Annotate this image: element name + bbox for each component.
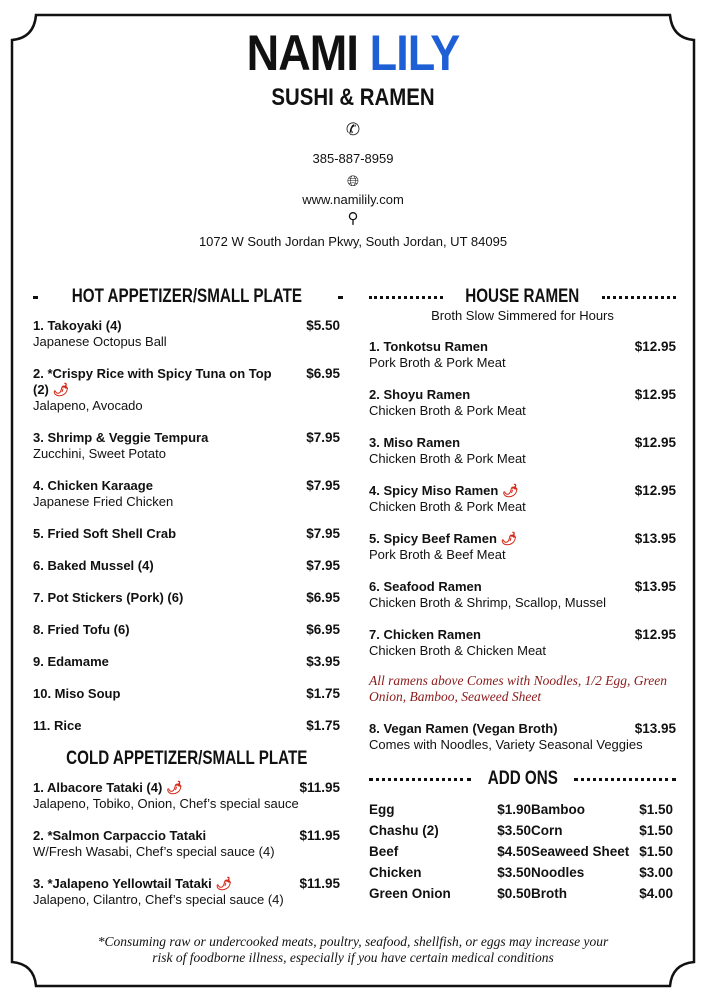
addon-name: Noodles (531, 865, 585, 880)
chili-pepper-icon: 🌶︎ (498, 483, 519, 498)
item-description: Chicken Broth & Shrimp, Scallop, Mussel (369, 595, 606, 610)
item-name (33, 558, 340, 574)
item-name-text: 3. Shrimp & Veggie Tempura (33, 430, 209, 445)
item-name (33, 590, 340, 606)
addon-name: Egg (369, 802, 395, 817)
item-price: $7.95 (306, 478, 340, 493)
addon-name: Green Onion (369, 886, 451, 901)
addon-name: Corn (531, 823, 563, 838)
item-description: Chicken Broth & Chicken Meat (369, 643, 547, 658)
menu-item (33, 430, 340, 462)
section-title: COLD APPETIZER/SMALL PLATE (65, 748, 308, 769)
addon-name: Chashu (2) (369, 823, 439, 838)
item-description: Jalapeno, Cilantro, Chef’s special sauce (4) (33, 892, 284, 907)
menu-item (33, 622, 340, 638)
item-description: W/Fresh Wasabi, Chef’s special sauce (4) (33, 844, 275, 859)
chili-pepper-icon: 🌶︎ (496, 531, 518, 546)
addon-price: $4.00 (639, 886, 673, 901)
item-name (33, 318, 340, 334)
item-description: Jalapeno, Avocado (33, 398, 143, 413)
addon-name: Bamboo (531, 802, 585, 817)
item-price: $7.95 (306, 526, 340, 541)
item-price: $7.95 (306, 558, 340, 573)
menu-item (33, 366, 340, 414)
item-price: $12.95 (634, 483, 676, 498)
addon-name: Broth (531, 886, 567, 901)
item-name-text: 7. Pot Stickers (Pork) (6) (33, 590, 184, 605)
menu-item (33, 478, 340, 510)
item-name-text: 9. Edamame (33, 654, 109, 669)
menu-item (33, 654, 340, 670)
addon-price: $1.50 (639, 844, 673, 859)
website: www.namilily.com (302, 192, 404, 207)
menu-item (33, 590, 340, 606)
phone-number: 385-887-8959 (312, 151, 394, 166)
item-name (33, 366, 340, 398)
item-price: $5.50 (306, 318, 340, 333)
item-description: Japanese Fried Chicken (33, 494, 174, 509)
menu-item (33, 526, 340, 542)
item-price: $3.95 (306, 654, 340, 669)
location-pin-icon: ⚲ (347, 210, 359, 227)
item-price: $11.95 (299, 876, 340, 891)
item-name (369, 627, 676, 643)
item-name-text: 7. Chicken Ramen (369, 627, 481, 642)
item-name-text: 4. Chicken Karaage (33, 478, 153, 493)
cold-appetizer-section (33, 748, 340, 924)
item-name-text: 3. *Jalapeno Yellowtail Tataki (33, 876, 212, 891)
house-ramen-section (369, 286, 676, 753)
item-description: Zucchini, Sweet Potato (33, 446, 166, 461)
item-name-text: 2. Shoyu Ramen (369, 387, 471, 402)
item-name (33, 622, 340, 638)
menu-item (33, 828, 340, 860)
item-name-text: 10. Miso Soup (33, 686, 121, 701)
section-title: HOT APPETIZER/SMALL PLATE (71, 286, 302, 307)
item-name-text: 1. Albacore Tataki (4) (33, 780, 163, 795)
menu-item (33, 318, 340, 350)
chili-pepper-icon: 🌶︎ (48, 382, 70, 397)
item-price: $6.95 (306, 366, 340, 381)
item-description: Pork Broth & Pork Meat (369, 355, 506, 370)
item-name-text: 4. Spicy Miso Ramen (369, 483, 499, 498)
item-name-text: 11. Rice (33, 718, 82, 733)
menu-item: 8. Vegan Ramen (Vegan Broth) $13.95 Comes with Noodles, Variety Seasonal Veggies (369, 721, 676, 752)
ramen-note: All ramens above Comes with Noodles, 1/2 Egg, Green Onion, Bamboo, Seaweed Sheet (369, 673, 667, 704)
item-name (369, 339, 676, 355)
item-name (33, 876, 340, 892)
globe-icon: 🌐︎ (346, 173, 359, 190)
menu-item (33, 558, 340, 574)
item-price: $1.75 (306, 686, 340, 701)
item-name-text: 1. Takoyaki (4) (33, 318, 122, 333)
menu-item (33, 876, 340, 908)
addon-price: $0.50 (497, 886, 531, 901)
menu-item (369, 627, 676, 659)
hot-appetizer-section (33, 286, 340, 750)
item-name-text: 2. *Salmon Carpaccio Tataki (33, 828, 207, 843)
item-price: $12.95 (634, 435, 676, 450)
item-name (369, 387, 676, 403)
addon-price: $3.50 (497, 823, 531, 838)
item-description: Chicken Broth & Pork Meat (369, 451, 526, 466)
restaurant-name: NAMI LILY (246, 25, 460, 81)
item-name (33, 430, 340, 446)
item-name (33, 654, 340, 670)
item-description: Chicken Broth & Pork Meat (369, 499, 526, 514)
item-name (33, 828, 340, 844)
menu-item (33, 718, 340, 734)
menu-item (369, 483, 676, 515)
item-name (369, 435, 676, 451)
chili-pepper-icon: 🌶︎ (211, 876, 232, 891)
item-name-text: 6. Seafood Ramen (369, 579, 482, 594)
item-price: $13.95 (634, 579, 676, 594)
item-name (33, 686, 340, 702)
addon-name: Beef (369, 844, 399, 859)
addon-price: $4.50 (497, 844, 531, 859)
addon-price: $1.50 (639, 802, 673, 817)
item-name (33, 780, 340, 796)
menu-item (369, 435, 676, 467)
item-name (33, 718, 340, 734)
menu-item (369, 387, 676, 419)
item-name-text: 3. Miso Ramen (369, 435, 461, 450)
item-name-text: 1. Tonkotsu Ramen (369, 339, 488, 354)
address: 1072 W South Jordan Pkwy, South Jordan, UT 84095 (198, 234, 508, 249)
item-price: $11.95 (299, 828, 340, 843)
addon-price: $3.00 (639, 865, 673, 880)
item-description: Chicken Broth & Pork Meat (369, 403, 526, 418)
phone-icon: ✆ (345, 120, 361, 139)
addon-name: Chicken (369, 865, 422, 880)
item-name (369, 531, 676, 547)
section-title: ADD ONS (487, 768, 558, 789)
ramen-subtitle: Broth Slow Simmered for Hours (431, 308, 614, 323)
item-name-text: 2. *Crispy Rice with Spicy Tuna on Top (2) (33, 366, 272, 397)
item-name-text: 6. Baked Mussel (4) (33, 558, 154, 573)
item-price: $12.95 (634, 627, 676, 642)
item-price: $1.75 (306, 718, 340, 733)
item-name-text: 5. Spicy Beef Ramen (369, 531, 497, 546)
item-name-text: 8. Fried Tofu (6) (33, 622, 130, 637)
item-name-text: 5. Fried Soft Shell Crab (33, 526, 177, 541)
item-price: $12.95 (634, 339, 676, 354)
item-price: $6.95 (306, 622, 340, 637)
item-price: $6.95 (306, 590, 340, 605)
add-ons-section (369, 768, 676, 901)
menu-item (369, 339, 676, 371)
section-title: HOUSE RAMEN (465, 286, 580, 307)
item-name (369, 483, 676, 499)
menu-item (33, 686, 340, 702)
chili-pepper-icon: 🌶︎ (162, 780, 183, 795)
item-price: $13.95 (634, 531, 676, 546)
item-name (369, 579, 676, 595)
menu-item (33, 780, 340, 812)
addon-price: $1.90 (497, 802, 531, 817)
item-price: $7.95 (306, 430, 340, 445)
item-description: Japanese Octopus Ball (33, 334, 167, 349)
menu-item (369, 531, 676, 563)
item-price: $12.95 (634, 387, 676, 402)
restaurant-subtitle: SUSHI & RAMEN (271, 84, 435, 111)
item-name (33, 478, 340, 494)
item-description: Jalapeno, Tobiko, Onion, Chef’s special sauce (33, 796, 299, 811)
addon-price: $3.50 (497, 865, 531, 880)
item-description: Pork Broth & Beef Meat (369, 547, 506, 562)
item-price: $11.95 (299, 780, 340, 795)
addon-price: $1.50 (639, 823, 673, 838)
addon-name: Seaweed Sheet (531, 844, 630, 859)
item-name (33, 526, 340, 542)
food-safety-disclaimer: *Consuming raw or undercooked meats, poultry, seafood, shellfish, or eggs may increase your risk of foodborne illness, especially if you have certain medical conditions (97, 934, 609, 965)
menu-item (369, 579, 676, 611)
